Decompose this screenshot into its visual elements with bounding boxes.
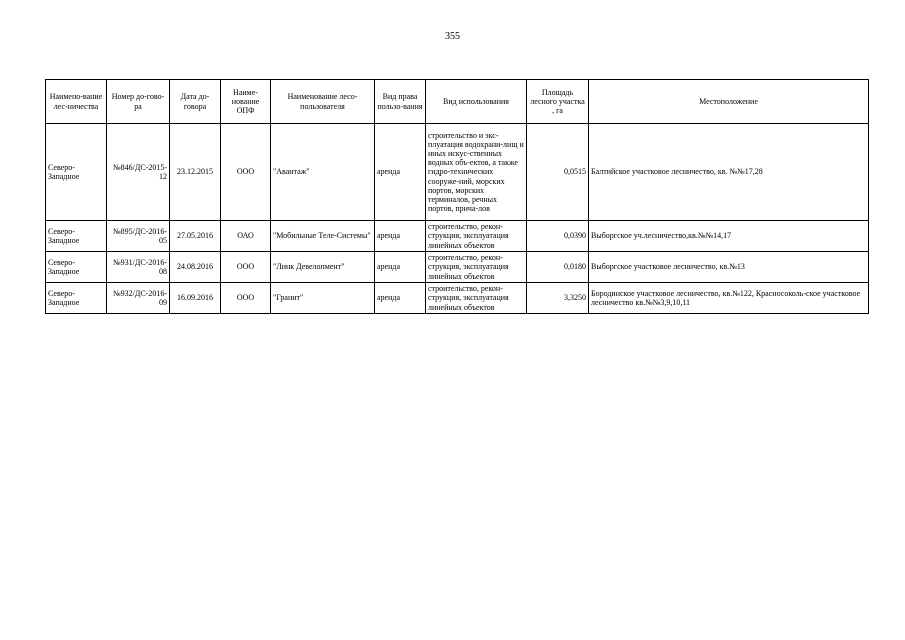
cell-location: Выборгское уч.лесничество,кв.№№14,17 (589, 221, 869, 252)
cell-forest-user: "Мобильные Теле-Системы" (271, 221, 375, 252)
cell-use-type: строительство, рекон-струкция, эксплуатация линейных объектов (426, 283, 527, 314)
header-use-type: Вид использования (426, 80, 527, 124)
cell-forestry: Северо-Западное (46, 124, 107, 221)
cell-right-type: аренда (375, 124, 426, 221)
cell-use-type: строительство и экс-плуатация водохрани-лищ и иных искус-ственных водных объ-ектов, а также гидро-технических сооруже-ний, морских портов, морских терминалов, речных портов, прича-лов (426, 124, 527, 221)
cell-location: Балтийское участковое лесничество, кв. №№17,28 (589, 124, 869, 221)
cell-forestry: Северо-Западное (46, 221, 107, 252)
cell-area: 0,0390 (527, 221, 589, 252)
cell-forest-user: "Линк Девелопмент" (271, 252, 375, 283)
table-row (46, 124, 869, 221)
cell-use-type: строительство, рекон-струкция, эксплуатация линейных объектов (426, 221, 527, 252)
cell-forestry: Северо-Западное (46, 252, 107, 283)
cell-area: 0,0180 (527, 252, 589, 283)
header-contract-date: Дата до-говора (170, 80, 221, 124)
table-row (46, 221, 869, 252)
cell-contract-date: 27.05.2016 (170, 221, 221, 252)
header-contract-number: Номер до-гово-ра (107, 80, 170, 124)
header-row (46, 80, 869, 124)
cell-area: 3,3250 (527, 283, 589, 314)
cell-location: Бородинское участковое лесничество, кв.№122, Красносоколь-ское участковое лесничество кв.№№3,9,10,11 (589, 283, 869, 314)
cell-opf: ОАО (221, 221, 271, 252)
header-opf: Наиме-нование ОПФ (221, 80, 271, 124)
cell-area: 0,0515 (527, 124, 589, 221)
header-right-type: Вид права пользо-вания (375, 80, 426, 124)
cell-contract-number: №895/ДС-2016-05 (107, 221, 170, 252)
cell-location: Выборгское участковое лесничество, кв.№13 (589, 252, 869, 283)
cell-opf: ООО (221, 124, 271, 221)
cell-right-type: аренда (375, 221, 426, 252)
page-number: 355 (445, 31, 460, 42)
header-forest-user: Наименование лесо-пользователя (271, 80, 375, 124)
header-area: Площадь лесного участка , га (527, 80, 589, 124)
cell-opf: ООО (221, 252, 271, 283)
cell-opf: ООО (221, 283, 271, 314)
header-forestry: Наимено-вание лес-ничества (46, 80, 107, 124)
cell-contract-number: №846/ДС-2015-12 (107, 124, 170, 221)
table-row (46, 283, 869, 314)
cell-forestry: Северо-Западное (46, 283, 107, 314)
cell-contract-date: 23.12.2015 (170, 124, 221, 221)
cell-contract-date: 16.09.2016 (170, 283, 221, 314)
cell-use-type: строительство, рекон-струкция, эксплуатация линейных объектов (426, 252, 527, 283)
table-row (46, 252, 869, 283)
cell-contract-date: 24.08.2016 (170, 252, 221, 283)
header-location: Местоположение (589, 80, 869, 124)
cell-forest-user: "Гранит" (271, 283, 375, 314)
cell-contract-number: №931/ДС-2016-08 (107, 252, 170, 283)
cell-right-type: аренда (375, 283, 426, 314)
cell-contract-number: №932/ДС-2016-09 (107, 283, 170, 314)
land-lease-table (45, 79, 869, 314)
cell-forest-user: "Авантаж" (271, 124, 375, 221)
cell-right-type: аренда (375, 252, 426, 283)
